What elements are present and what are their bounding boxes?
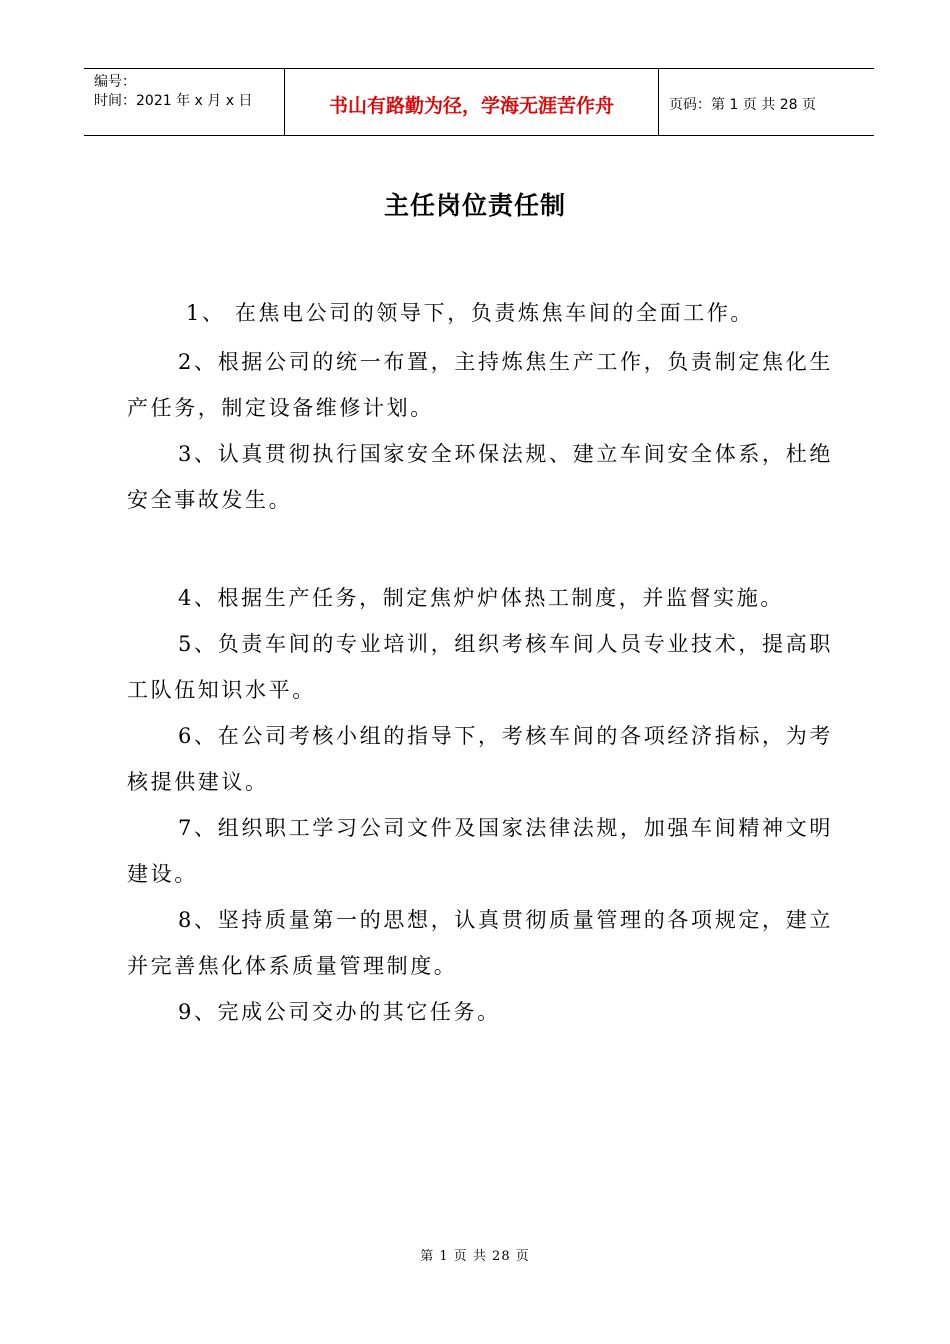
paragraph-3: 3、认真贯彻执行国家安全环保法规、建立车间安全体系，杜绝安全事故发生。: [127, 442, 833, 512]
header-meta-cell: [84, 69, 285, 135]
spacer: [127, 523, 833, 575]
paragraph-1: 1、 在焦电公司的领导下，负责炼焦车间的全面工作。: [186, 301, 755, 325]
number-label: 编号：: [94, 74, 136, 90]
paragraph-7: 7、组织职工学习公司文件及国家法律法规，加强车间精神文明建设。: [127, 816, 833, 886]
header-motto-cell: [285, 69, 659, 135]
document-header: [84, 68, 874, 136]
paragraph-2: 2、根据公司的统一布置，主持炼焦生产工作，负责制定焦化生产任务，制定设备维修计划。: [127, 350, 833, 420]
page-footer: 第 1 页 共 28 页: [420, 1249, 530, 1264]
paragraph-4: 4、根据生产任务，制定焦炉炉体热工制度，并监督实施。: [178, 586, 784, 610]
paragraph-5: 5、负责车间的专业培训，组织考核车间人员专业技术，提高职工队伍知识水平。: [127, 632, 833, 702]
document-title: 主任岗位责任制: [383, 191, 566, 220]
time-label: 时间：2021 年 x 月 x 日: [94, 93, 253, 109]
motto-text: 书山有路勤为径，学海无涯苦作舟: [328, 94, 614, 117]
paragraph-9: 9、完成公司交办的其它任务。: [178, 1000, 501, 1024]
paragraph-8: 8、坚持质量第一的思想，认真贯彻质量管理的各项规定，建立并完善焦化体系质量管理制度。: [127, 908, 833, 978]
page-info: 页码：第 1 页 共 28 页: [669, 97, 816, 113]
header-page-cell: [659, 69, 874, 135]
paragraph-6: 6、在公司考核小组的指导下，考核车间的各项经济指标，为考核提供建议。: [127, 724, 833, 794]
document-body: [127, 290, 833, 1035]
